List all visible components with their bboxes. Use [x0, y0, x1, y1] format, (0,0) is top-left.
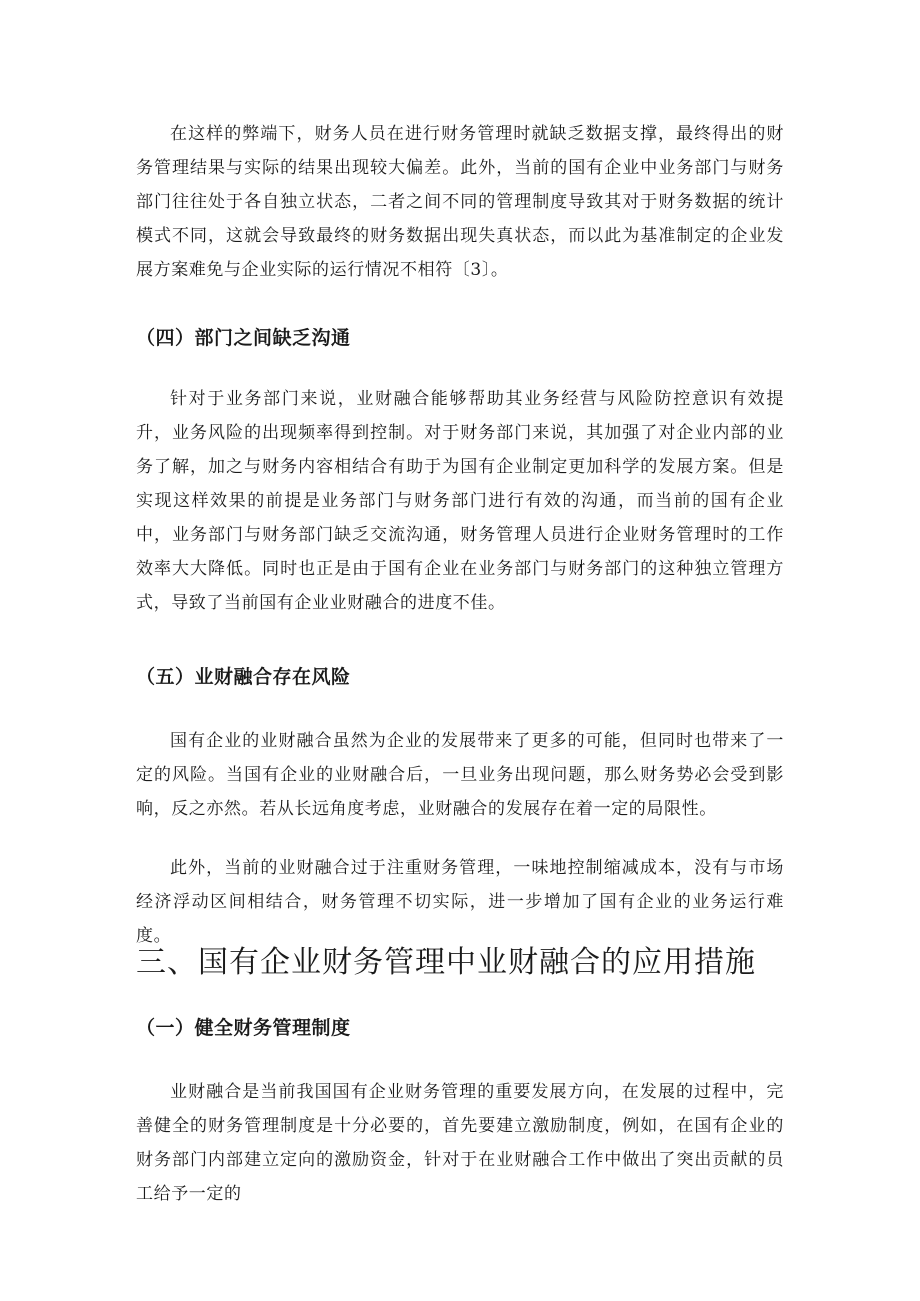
paragraph-data-support: 在这样的弊端下，财务人员在进行财务管理时就缺乏数据支撑，最终得出的财务管理结果与实际的结果出现较大偏差。此外，当前的国有企业中业务部门与财务部门往往处于各自独立状态，二者之间不同的管理制度导致其对于财务数据的统计模式不同，这就会导致最终的财务数据出现失真状态，而以此为基准制定的企业发展方案难免与企业实际的运行情况不相符〔3〕。	[136, 124, 784, 280]
subheading-lack-communication: （四）部门之间缺乏沟通	[136, 327, 351, 349]
paragraph-risk: 国有企业的业财融合虽然为企业的发展带来了更多的可能，但同时也带来了一定的风险。当国有企业的业财融合后，一旦业务出现问题，那么财务势必会受到影响，反之亦然。若从长远角度考虑，业财融合的发展存在着一定的局限性。	[136, 731, 784, 819]
subheading-integration-risk: （五）业财融合存在风险	[136, 666, 351, 688]
section-heading-measures: 三、国有企业财务管理中业财融合的应用措施	[136, 945, 756, 980]
subheading-improve-system: （一）健全财务管理制度	[136, 1017, 351, 1039]
paragraph-cost-control: 此外，当前的业财融合过于注重财务管理，一味地控制缩减成本，没有与市场经济浮动区间相结合，财务管理不切实际，进一步增加了国有企业的业务运行难度。	[136, 858, 784, 946]
paragraph-communication: 针对于业务部门来说，业财融合能够帮助其业务经营与风险防控意识有效提升，业务风险的出现频率得到控制。对于财务部门来说，其加强了对企业内部的业务了解，加之与财务内容相结合有助于为国有企业制定更加科学的发展方案。但是实现这样效果的前提是业务部门与财务部门进行有效的沟通，而当前的国有企业中，业务部门与财务部门缺乏交流沟通，财务管理人员进行企业财务管理时的工作效率大大降低。同时也正是由于国有企业在业务部门与财务部门的这种独立管理方式，导致了当前国有企业业财融合的进度不佳。	[136, 389, 784, 613]
paragraph-incentive-system: 业财融合是当前我国国有企业财务管理的重要发展方向，在发展的过程中，完善健全的财务管理制度是十分必要的，首先要建立激励制度，例如，在国有企业的财务部门内部建立定向的激励资金，针对于在业财融合工作中做出了突出贡献的员工给予一定的	[136, 1082, 784, 1204]
